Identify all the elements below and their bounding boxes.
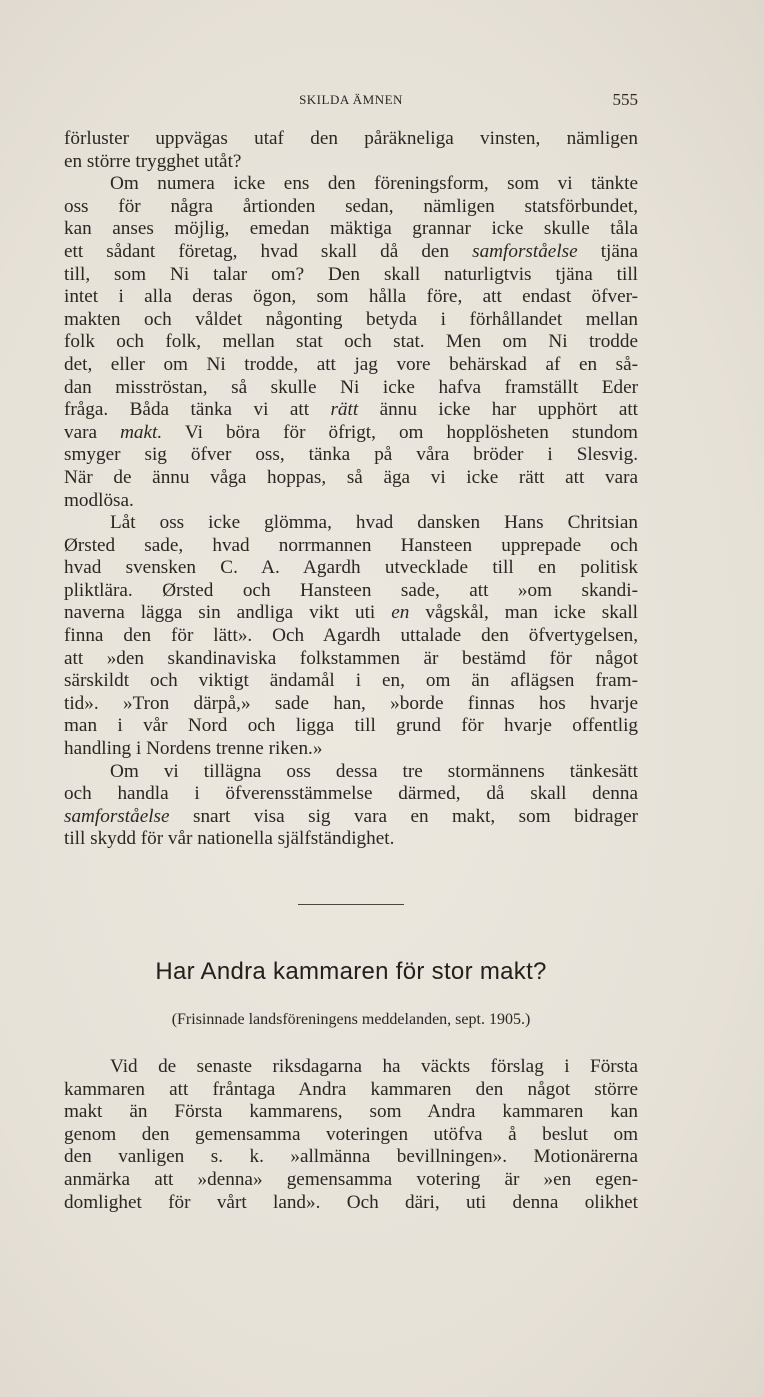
text-line xyxy=(64,286,638,309)
text-run: det, eller om Ni trodde, att jag vore behärskad af en så- xyxy=(64,353,638,375)
text-run: tid». »Tron därpå,» sade han, »borde finnas hos hvarje xyxy=(64,692,638,714)
text-line xyxy=(64,151,638,174)
text-line xyxy=(64,557,638,580)
text-line xyxy=(64,1056,638,1079)
text-line xyxy=(64,783,638,806)
text-line xyxy=(64,602,638,625)
article-source: (Frisinnade landsföreningens meddelanden, sept. 1905.) xyxy=(171,1011,531,1028)
text-line xyxy=(64,128,638,151)
text-run: folk och folk, mellan stat och stat. Men om Ni trodde xyxy=(64,331,638,353)
text-run: Ørsted sade, hvad norrmannen Hansteen upprepade och xyxy=(64,534,638,556)
text-run: ännu icke har upphört att xyxy=(358,399,639,421)
text-run: kammaren att fråntaga Andra kammaren den något större xyxy=(64,1078,638,1100)
text-run: makten och våldet någonting betyda i förhållandet mellan xyxy=(64,308,638,330)
text-line xyxy=(64,1124,638,1147)
italic-text: samforståelse xyxy=(64,805,170,827)
running-header xyxy=(64,90,638,110)
article-title: Har Andra kammaren för stor makt? xyxy=(155,958,547,985)
text-line xyxy=(64,715,638,738)
text-line xyxy=(64,241,638,264)
text-run: Om numera icke ens den föreningsform, som vi tänkte xyxy=(110,173,638,195)
article-body xyxy=(64,1056,638,1214)
text-run: till, som Ni talar om? Den skall naturligtvis tjäna till xyxy=(64,263,638,285)
text-run: den vanligen s. k. »allmänna bevillningen». Motionärerna xyxy=(64,1146,638,1168)
section-divider xyxy=(298,904,404,905)
text-run: vågskål, man icke skall xyxy=(409,602,638,624)
text-run: modlösa. xyxy=(64,489,134,511)
text-run: särskildt och viktigt ändamål i en, om än aflägsen fram- xyxy=(64,670,638,692)
text-run: genom den gemensamma voteringen utöfva å beslut om xyxy=(64,1123,638,1145)
text-run: intet i alla deras ögon, som hålla före, att endast öfver- xyxy=(64,286,638,308)
text-line xyxy=(64,1079,638,1102)
text-run: ett sådant företag, hvad skall då den xyxy=(64,240,473,262)
text-line xyxy=(64,693,638,716)
text-line xyxy=(64,399,638,422)
text-run: Låt oss icke glömma, hvad dansken Hans Chritsian xyxy=(110,512,638,534)
running-title: SKILDA ÄMNEN xyxy=(299,92,403,107)
text-run: tjäna xyxy=(577,240,638,262)
text-run: finna den för lätt». Och Agardh uttalade den öfvertygelsen, xyxy=(64,625,638,647)
text-line xyxy=(64,648,638,671)
text-line xyxy=(64,625,638,648)
text-run: till skydd för vår nationella själfständighet. xyxy=(64,828,395,850)
text-line xyxy=(64,309,638,332)
text-run: Vi böra för öfrigt, om hopplösheten stundom xyxy=(162,421,638,443)
section-text-continuation xyxy=(64,128,638,851)
text-run: förluster uppvägas utaf den påräkneliga vinsten, nämligen xyxy=(64,128,638,149)
italic-text: en xyxy=(391,602,410,624)
text-run: pliktlära. Ørsted och Hansteen sade, att »om skandi- xyxy=(64,579,638,601)
text-line xyxy=(64,580,638,603)
text-run: makt än Första kammarens, som Andra kammaren kan xyxy=(64,1101,638,1123)
text-run: Vid de senaste riksdagarna ha väckts förslag i Första xyxy=(110,1056,638,1077)
text-line xyxy=(64,1169,638,1192)
italic-text: rätt xyxy=(330,399,359,421)
text-run: anmärka att »denna» gemensamma votering är »en egen- xyxy=(64,1168,638,1190)
text-run: dan misströstan, så skulle Ni icke hafva framställt Eder xyxy=(64,376,638,398)
text-run: hvad svensken C. A. Agardh utvecklade till en politisk xyxy=(64,557,638,579)
text-line xyxy=(64,761,638,784)
text-line xyxy=(64,264,638,287)
text-line xyxy=(64,828,638,851)
text-run: Om vi tillägna oss dessa tre stormännens tänkesätt xyxy=(110,760,638,782)
text-run: vara xyxy=(64,421,121,443)
text-line xyxy=(64,535,638,558)
text-run: en större trygghet utåt? xyxy=(64,150,242,172)
text-run: handling i Nordens trenne riken.» xyxy=(64,738,323,760)
text-run: snart visa sig vara en makt, som bidrager xyxy=(169,805,638,827)
text-line xyxy=(64,467,638,490)
text-run: När de ännu våga hoppas, så äga vi icke rätt att vara xyxy=(64,466,638,488)
text-run: smyger sig öfver oss, tänka på våra bröder i Slesvig. xyxy=(64,444,638,466)
italic-text: makt. xyxy=(120,421,163,443)
text-line xyxy=(64,806,638,829)
italic-text: samforståelse xyxy=(472,240,578,262)
text-line xyxy=(64,444,638,467)
text-line xyxy=(64,331,638,354)
text-line xyxy=(64,354,638,377)
text-line xyxy=(64,377,638,400)
page-number: 555 xyxy=(612,90,638,109)
text-run: naverna lägga sin andliga vikt uti xyxy=(64,602,392,624)
text-run: man i vår Nord och ligga till grund för hvarje offentlig xyxy=(64,715,638,737)
text-line xyxy=(64,738,638,761)
text-run: fråga. Båda tänka vi att xyxy=(64,399,331,421)
text-line xyxy=(64,422,638,445)
text-line xyxy=(64,196,638,219)
text-line xyxy=(64,670,638,693)
text-run: kan anses möjlig, emedan mäktiga grannar icke skulle tåla xyxy=(64,218,638,240)
text-run: oss för några årtionden sedan, nämligen statsförbundet, xyxy=(64,195,638,217)
text-line xyxy=(64,1146,638,1169)
text-line xyxy=(64,1192,638,1215)
text-line xyxy=(64,218,638,241)
text-line xyxy=(64,1101,638,1124)
text-line xyxy=(64,173,638,196)
text-run: att »den skandinaviska folkstammen är bestämd för något xyxy=(64,647,638,669)
text-run: domlighet för vårt land». Och däri, uti denna olikhet xyxy=(64,1191,638,1213)
text-run: och handla i öfverensstämmelse därmed, då skall denna xyxy=(64,783,638,805)
text-line xyxy=(64,512,638,535)
text-line xyxy=(64,490,638,513)
